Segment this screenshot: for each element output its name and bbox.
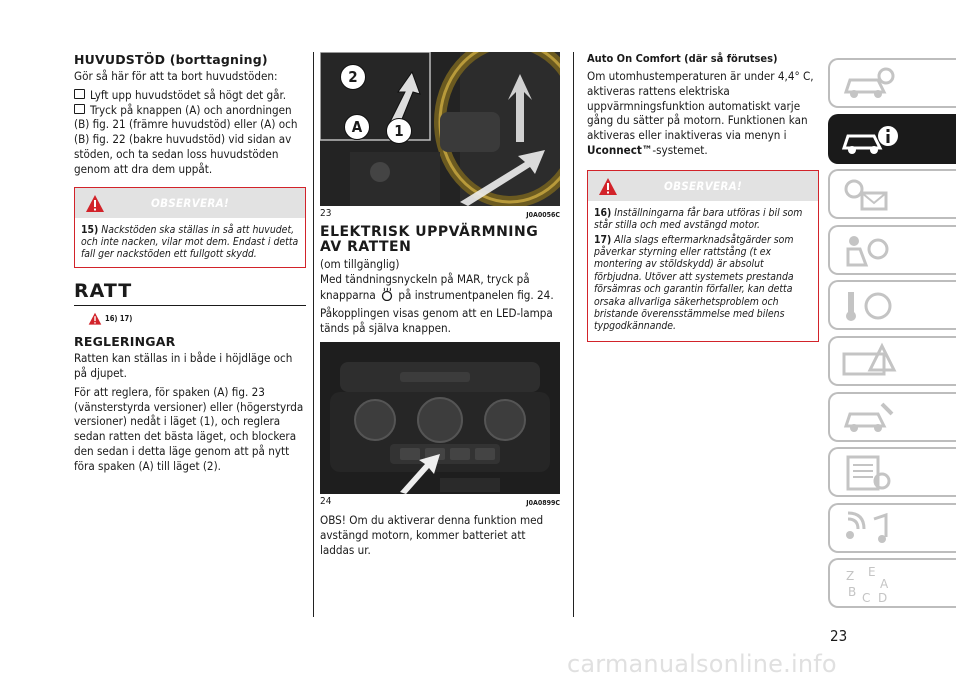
warning-text: Nackstöden ska ställas in så att huvudet, och inte nacken, vilar mot dem. Endast i detta fall ger nackstöden ett fullgott skydd. [81, 223, 299, 261]
svg-text:Z: Z [846, 569, 855, 584]
warning-text: Inställningarna får bara utföras i bil som står stilla och med avstängd motor. [594, 206, 803, 232]
heat-optional: (om tillgänglig) [320, 257, 400, 271]
section-title-headrest: HUVUDSTÖD (borttagning) [74, 52, 268, 67]
figure-23-caption [320, 208, 560, 219]
page-number: 23 [830, 627, 848, 645]
figure-code: J0A0056C [526, 211, 560, 219]
warning-text: Alla slags eftermarknadsåtgärder som påverkar styrning eller rattstång (t ex montering av stöldskydd) är absolut förbjudna. Utöver att systemets prestanda försämras och garantin förfaller, kan detta orsaka allvarliga säkerhetsproblem och bristande överensstämmelse med bilens typgodkännande. [594, 233, 794, 333]
warning-header [75, 188, 305, 218]
headrest-step-2 [74, 103, 306, 177]
tab-know-your-car[interactable] [828, 114, 956, 164]
checkbox-bullet-icon [74, 89, 85, 99]
warning-lights-icon [838, 175, 898, 215]
warning-box-16-17 [587, 170, 819, 342]
reg-paragraph-2: För att reglera, för spaken (A) fig. 23 (vänsterstyrda versioner) eller (högerstyrda versioner) nedåt i läget (1), och reglera sedan ratten det bästa läget, och blockera den sedan i detta läge genom att på nytt föra spaken (A) till läget (2). [74, 384, 304, 473]
warning-body [588, 201, 818, 341]
divider [74, 305, 306, 306]
column-left [74, 52, 306, 478]
car-info-icon [838, 120, 898, 160]
headrest-intro: Gör så här för att ta bort huvudstöden: [74, 69, 278, 83]
warning-item-16 [594, 207, 812, 232]
column-right [587, 52, 819, 354]
warning-number: 16) [594, 206, 612, 219]
service-tools-icon [838, 286, 898, 326]
tab-emergency[interactable] [828, 336, 956, 386]
auto-on-text-end: -systemet. [652, 142, 708, 157]
figure-number: 24 [320, 495, 332, 507]
column-middle [320, 52, 560, 561]
tab-warning-lights[interactable] [828, 169, 956, 219]
warning-header [588, 171, 818, 201]
watermark: carmanualsonline.info [567, 650, 837, 678]
heat-p1-start: Med tändningsnyckeln på MAR, tryck på knapparna [320, 271, 530, 302]
warning-title: OBSERVERA! [664, 178, 742, 193]
tab-multimedia[interactable] [828, 503, 956, 553]
emergency-icon [838, 342, 898, 382]
warning-item-17 [594, 234, 812, 333]
ratt-warning-refs [74, 312, 306, 334]
tab-safety[interactable] [828, 225, 956, 275]
warning-number: 15) [81, 223, 99, 236]
column-divider [573, 52, 574, 617]
callout-1: 1 [386, 118, 412, 144]
maintenance-icon [838, 398, 898, 438]
warning-triangle-icon [88, 312, 102, 326]
auto-on-paragraph [587, 69, 819, 158]
figure-23-steering-column [320, 52, 560, 206]
heat-paragraph-3: OBS! Om du aktiverar denna funktion med avstängd motorn, kommer batteriet att laddas ur. [320, 512, 544, 557]
auto-on-comfort-title: Auto On Comfort (där så förutses) [587, 52, 778, 65]
chapter-tabs [828, 58, 956, 614]
step-2-text: Tryck på knappen (A) och anordningen (B) fig. 21 (främre huvudstöd) eller (A) och (B) fig. 22 (bakre huvudstöd) vid sidan av stöden, och ta sedan loss huvudstöden genom att dra dem uppåt. [74, 102, 298, 176]
heated-steering-wheel-icon [379, 287, 395, 301]
figure-24-climate-panel [320, 342, 560, 494]
svg-text:E: E [868, 565, 876, 580]
warning-refs: 16) 17) [105, 314, 133, 324]
tab-starting-driving[interactable] [828, 280, 956, 330]
car-dashboard-icon [838, 64, 898, 104]
column-divider [313, 52, 314, 617]
warning-number: 17) [594, 233, 612, 246]
tab-technical-data[interactable] [828, 447, 956, 497]
svg-text:C: C [862, 591, 871, 605]
climate-panel-photo [320, 342, 560, 494]
section-title-regleringar: REGLERINGAR [74, 334, 176, 350]
airbag-seat-icon [838, 231, 898, 271]
technical-data-icon [838, 453, 898, 493]
index-icon [838, 564, 898, 604]
uconnect-label: Uconnect™ [587, 142, 653, 157]
tab-dashboard[interactable] [828, 58, 956, 108]
figure-number: 23 [320, 208, 332, 219]
heat-p1-end: på instrumentpanelen fig. 24. [398, 287, 554, 302]
warning-title: OBSERVERA! [151, 195, 229, 210]
multimedia-icon [838, 509, 898, 549]
chapter-title-ratt: RATT [74, 279, 133, 302]
tab-maintenance[interactable] [828, 392, 956, 442]
auto-on-text: Om utomhustemperaturen är under 4,4° C, aktiveras rattens elektriska uppvärmningsfunktion automatiskt varje gång du sätter på motorn. Funktionen kan aktiveras eller inaktiveras via menyn i [587, 69, 814, 143]
svg-text:B: B [848, 585, 857, 600]
heat-paragraph-2: Påkopplingen visas genom att en LED-lampa tänds på själva knappen. [320, 306, 553, 336]
heat-paragraph-1 [320, 272, 560, 303]
checkbox-bullet-icon [74, 104, 85, 114]
tab-index[interactable] [828, 558, 956, 608]
callout-2: 2 [340, 64, 366, 90]
step-1-text: Lyft upp huvudstödet så högt det går. [90, 87, 287, 102]
figure-code: J0A0899C [526, 498, 560, 507]
warning-box-15 [74, 187, 306, 268]
callout-A: A [344, 114, 370, 140]
figure-24-caption [320, 496, 560, 507]
svg-text:D: D [878, 591, 888, 605]
warning-body [75, 218, 305, 267]
section-title-heated-wheel: ELEKTRISK UPPVÄRMNING AV RATTEN [320, 224, 539, 255]
reg-paragraph-1: Ratten kan ställas in i både i höjdläge och på djupet. [74, 351, 293, 380]
svg-text:A: A [880, 577, 889, 592]
headrest-step-1 [74, 88, 306, 103]
